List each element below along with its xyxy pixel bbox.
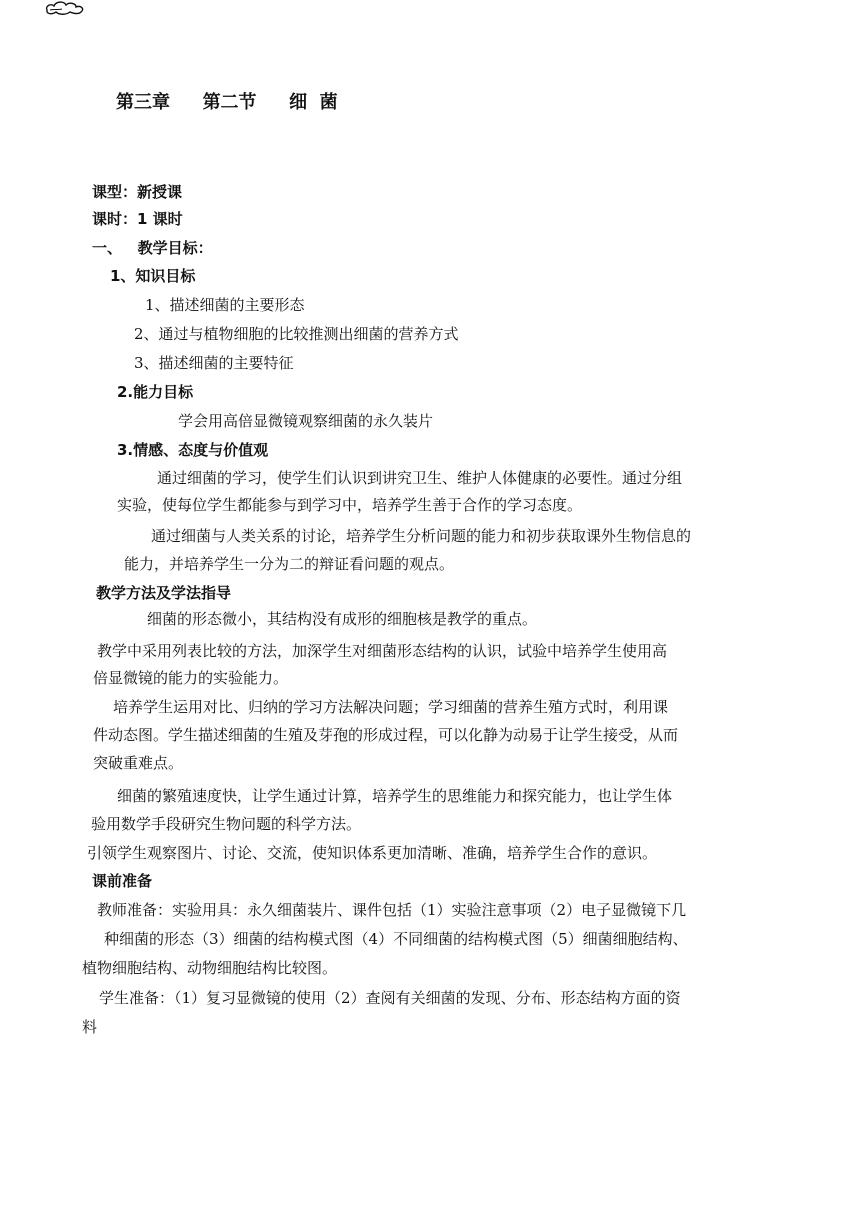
emotion-heading: 3.情感、态度与价值观 bbox=[117, 441, 269, 459]
methods-p4-line2: 验用数学手段研究生物问题的科学方法。 bbox=[91, 815, 362, 833]
chapter-label: 第三章 bbox=[116, 92, 170, 113]
student-prep-line1: 学生准备：（1）复习显微镜的使用（2）查阅有关细菌的发现、分布、形态结构方面的资 bbox=[99, 989, 681, 1007]
methods-p2-line2: 倍显微镜的能力的实验能力。 bbox=[93, 669, 289, 687]
emotion-para1-line1: 通过细菌的学习，使学生们认识到讲究卫生、维护人体健康的必要性。通过分组 bbox=[157, 469, 683, 487]
preparation-heading: 课前准备 bbox=[92, 872, 153, 890]
emotion-para2-line1: 通过细菌与人类关系的讨论，培养学生分析问题的能力和初步获取课外生物信息的 bbox=[151, 527, 692, 545]
methods-p1: 细菌的形态微小，其结构没有成形的细胞核是教学的重点。 bbox=[147, 610, 538, 628]
methods-p3-line1: 培养学生运用对比、归纳的学习方法解决问题；学习细菌的营养生殖方式时，利用课 bbox=[113, 698, 669, 716]
teacher-prep-line1: 教师准备：实验用具：永久细菌装片、课件包括（1）实验注意事项（2）电子显微镜下几 bbox=[97, 901, 687, 919]
section-label: 第二节 bbox=[202, 92, 257, 113]
ability-heading: 2.能力目标 bbox=[117, 383, 194, 401]
teacher-prep-line2: 种细菌的形态（3）细菌的结构模式图（4）不同细菌的结构模式图（5）细菌细胞结构、 bbox=[104, 930, 688, 948]
ability-text: 学会用高倍显微镜观察细菌的永久装片 bbox=[178, 412, 434, 430]
cloud-doodle-icon bbox=[44, 0, 86, 16]
knowledge-item-3: 3、描述细菌的主要特征 bbox=[134, 354, 294, 372]
emotion-para2-line2: 能力，并培养学生一分为二的辩证看问题的观点。 bbox=[124, 555, 455, 573]
methods-p2-line1: 教学中采用列表比较的方法，加深学生对细菌形态结构的认识，试验中培养学生使用高 bbox=[97, 642, 668, 660]
page-title bbox=[116, 92, 338, 114]
student-prep-line2: 料 bbox=[82, 1018, 98, 1036]
methods-p4-line1: 细菌的繁殖速度快，让学生通过计算，培养学生的思维能力和探究能力，也让学生体 bbox=[117, 787, 673, 805]
methods-p3-line2: 件动态图。学生描述细菌的生殖及芽孢的形成过程，可以化静为动易于让学生接受，从而 bbox=[93, 726, 679, 744]
lesson-type: 课型：新授课 bbox=[92, 183, 183, 201]
topic-label: 细 菌 bbox=[289, 92, 338, 113]
emotion-para1-line2: 实验，使每位学生都能参与到学习中，培养学生善于合作的学习态度。 bbox=[117, 496, 583, 514]
methods-p5: 引领学生观察图片、讨论、交流，使知识体系更加清晰、准确，培养学生合作的意识。 bbox=[87, 844, 658, 862]
knowledge-item-1: 1、描述细菌的主要形态 bbox=[145, 296, 305, 314]
methods-heading: 教学方法及学法指导 bbox=[96, 584, 232, 602]
objectives-heading: 一、 教学目标： bbox=[92, 239, 213, 257]
methods-p3-line3: 突破重难点。 bbox=[93, 754, 184, 772]
teacher-prep-line3: 植物细胞结构、动物细胞结构比较图。 bbox=[82, 959, 338, 977]
knowledge-heading: 1、知识目标 bbox=[110, 267, 196, 285]
knowledge-item-2: 2、通过与植物细胞的比较推测出细菌的营养方式 bbox=[134, 325, 459, 343]
lesson-time: 课时：1 课时 bbox=[92, 210, 183, 228]
